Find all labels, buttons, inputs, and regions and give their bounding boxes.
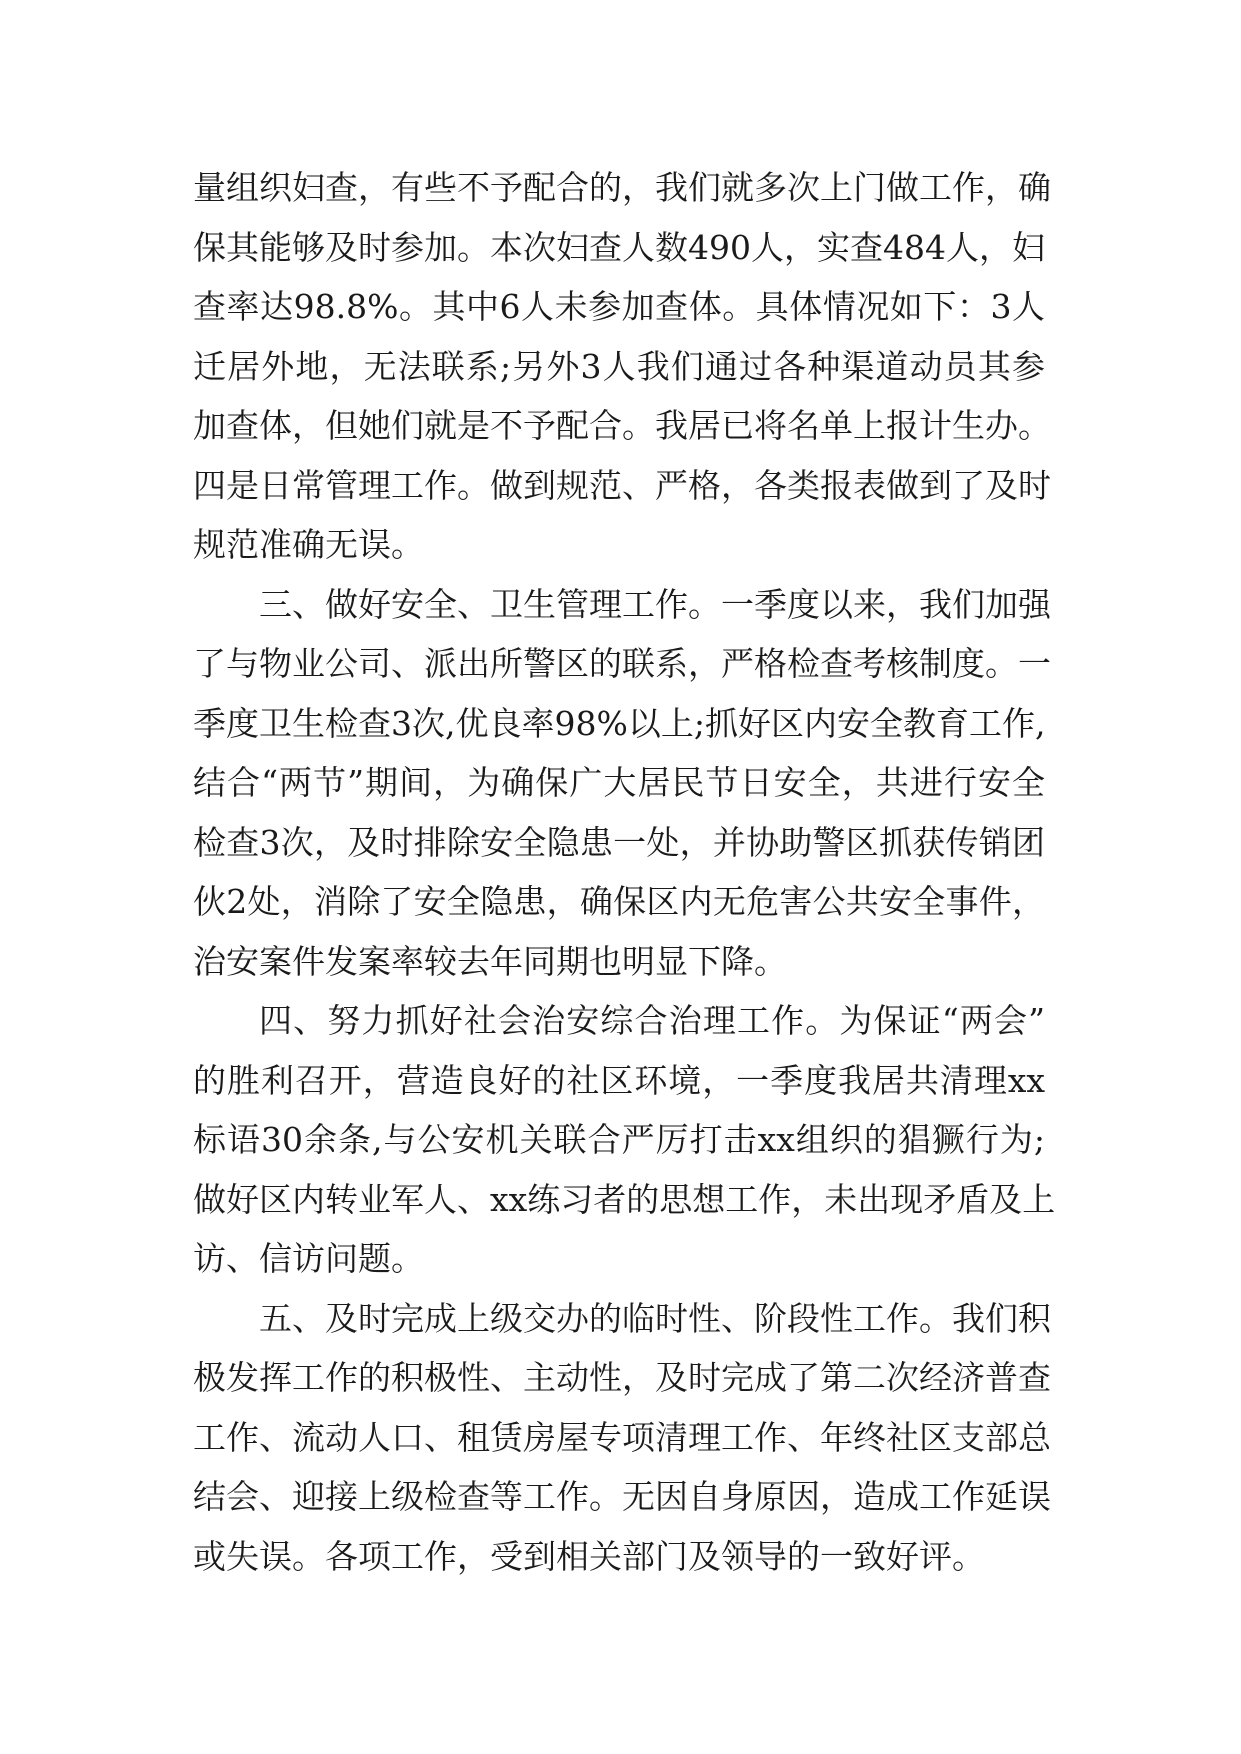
text-line-5: 加查体，但她们就是不予配合。我居已将名单上报计生办。 <box>193 406 1051 445</box>
text-line-3: 查率达98.8%。其中6人未参加查体。具体情况如下：3人 <box>193 287 1045 326</box>
text-line-21: 极发挥工作的积极性、主动性，及时完成了第二次经济普查 <box>193 1358 1051 1397</box>
text-line-14: 治安案件发案率较去年同期也明显下降。 <box>193 941 787 981</box>
text-line-19: 访、信访问题。 <box>193 1239 424 1278</box>
text-line-22: 工作、流动人口、租赁房屋专项清理工作、年终社区支部总 <box>193 1417 1051 1457</box>
text-line-11: 结合“两节”期间，为确保广大居民节日安全，共进行安全 <box>193 763 1045 802</box>
text-line-17: 标语30余条,与公安机关联合严厉打击xx组织的猖獗行为; <box>193 1120 1045 1159</box>
text-line-24: 或失误。各项工作，受到相关部门及领导的一致好评。 <box>193 1536 985 1576</box>
text-line-9: 了与物业公司、派出所警区的联系，严格检查考核制度。一 <box>193 644 1051 683</box>
text-line-16: 的胜利召开，营造良好的社区环境，一季度我居共清理xx <box>193 1060 1045 1100</box>
text-line-7: 规范准确无误。 <box>193 525 424 564</box>
text-line-8: 三、做好安全、卫生管理工作。一季度以来，我们加强 <box>259 584 1051 624</box>
text-line-10: 季度卫生检查3次,优良率98%以上;抓好区内安全教育工作, <box>193 703 1046 743</box>
text-line-2: 保其能够及时参加。本次妇查人数490人，实查484人，妇 <box>193 227 1045 267</box>
text-line-12: 检查3次，及时排除安全隐患一处，并协助警区抓获传销团 <box>193 822 1045 862</box>
text-line-4: 迁居外地，无法联系;另外3人我们通过各种渠道动员其参 <box>193 346 1045 386</box>
text-line-6: 四是日常管理工作。做到规范、严格，各类报表做到了及时 <box>193 465 1051 505</box>
text-line-23: 结会、迎接上级检查等工作。无因自身原因，造成工作延误 <box>193 1477 1051 1516</box>
document-body <box>193 158 1056 1586</box>
text-line-20: 五、及时完成上级交办的临时性、阶段性工作。我们积 <box>259 1298 1051 1338</box>
text-line-1: 量组织妇查，有些不予配合的，我们就多次上门做工作，确 <box>193 168 1051 207</box>
text-line-18: 做好区内转业军人、xx练习者的思想工作，未出现矛盾及上 <box>193 1179 1056 1219</box>
text-line-13: 伙2处，消除了安全隐患，确保区内无危害公共安全事件， <box>193 882 1045 921</box>
text-line-15: 四、努力抓好社会治安综合治理工作。为保证“两会” <box>259 1001 1045 1040</box>
